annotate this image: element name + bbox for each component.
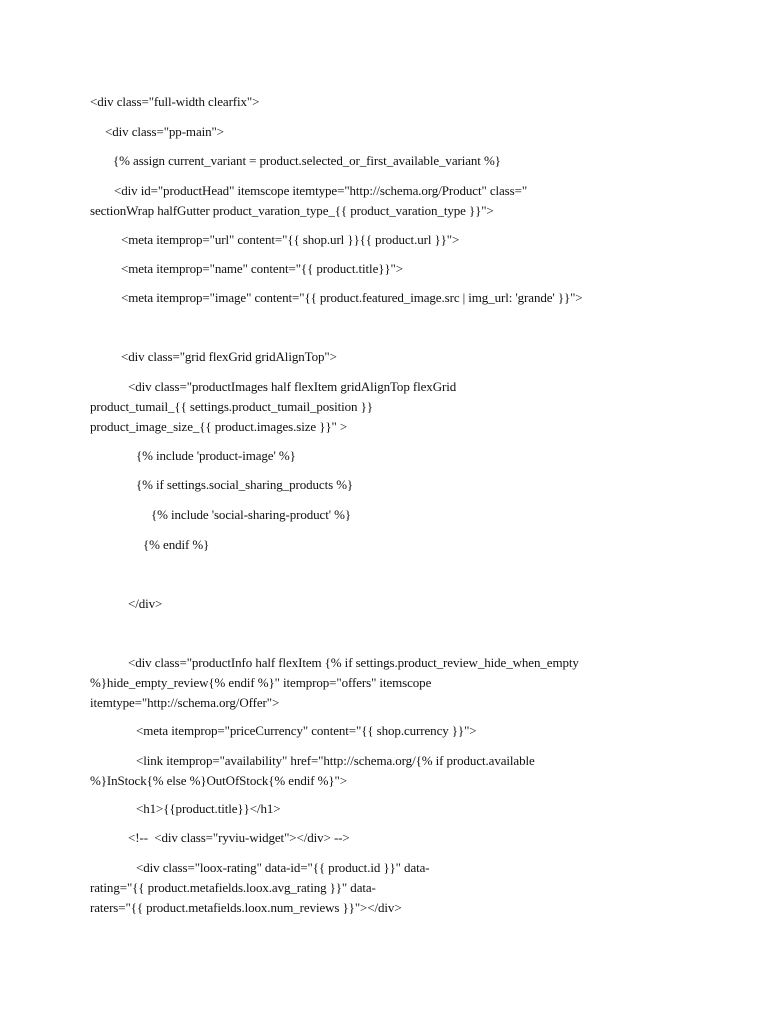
code-line: <div class="full-width clearfix"> — [90, 94, 260, 109]
code-line: <div class="loox-rating" data-id="{{ product.id }}" data- rating="{{ product.metafields.loox.avg_rating }}" data- raters="{{ product.metafields.loox.num_reviews }}"></div> — [90, 860, 430, 915]
code-line: <div class="productInfo half flexItem {% if settings.product_review_hide_when_empty %}hide_empty_review{% endif %}" itemprop="offers" itemscope itemtype="http://schema.org/Offer"> — [90, 655, 579, 710]
code-line: <meta itemprop="priceCurrency" content="{{ shop.currency }}"> — [136, 723, 477, 738]
code-line: <meta itemprop="url" content="{{ shop.url }}{{ product.url }}"> — [121, 232, 460, 247]
code-line: <meta itemprop="name" content="{{ product.title}}"> — [121, 261, 403, 276]
code-line: {% include 'social-sharing-product' %} — [151, 507, 351, 522]
code-line: <link itemprop="availability" href="http://schema.org/{% if product.available %}InStock{% else %}OutOfStock{% endif %}"> — [90, 753, 535, 788]
code-line: <h1>{{product.title}}</h1> — [136, 801, 281, 816]
code-line: {% assign current_variant = product.selected_or_first_available_variant %} — [113, 153, 501, 168]
code-line: </div> — [128, 596, 163, 611]
code-line: <!-- <div class="ryviu-widget"></div> --> — [128, 830, 350, 845]
code-line: <div class="productImages half flexItem gridAlignTop flexGrid product_tumail_{{ settings.product_tumail_position }} product_image_size_{{ product.images.size }}" > — [90, 379, 457, 434]
code-line: <meta itemprop="image" content="{{ product.featured_image.src | img_url: 'grande' }}"> — [121, 290, 583, 305]
code-line: {% if settings.social_sharing_products %} — [136, 477, 354, 492]
code-line: {% endif %} — [143, 537, 210, 552]
code-line: <div id="productHead" itemscope itemtype="http://schema.org/Product" class=" sectionWrap halfGutter product_varation_type_{{ product_varation_type }}"> — [90, 183, 528, 218]
code-line: <div class="grid flexGrid gridAlignTop"> — [121, 349, 337, 364]
code-line: {% include 'product-image' %} — [136, 448, 296, 463]
code-line: <div class="pp-main"> — [105, 124, 224, 139]
